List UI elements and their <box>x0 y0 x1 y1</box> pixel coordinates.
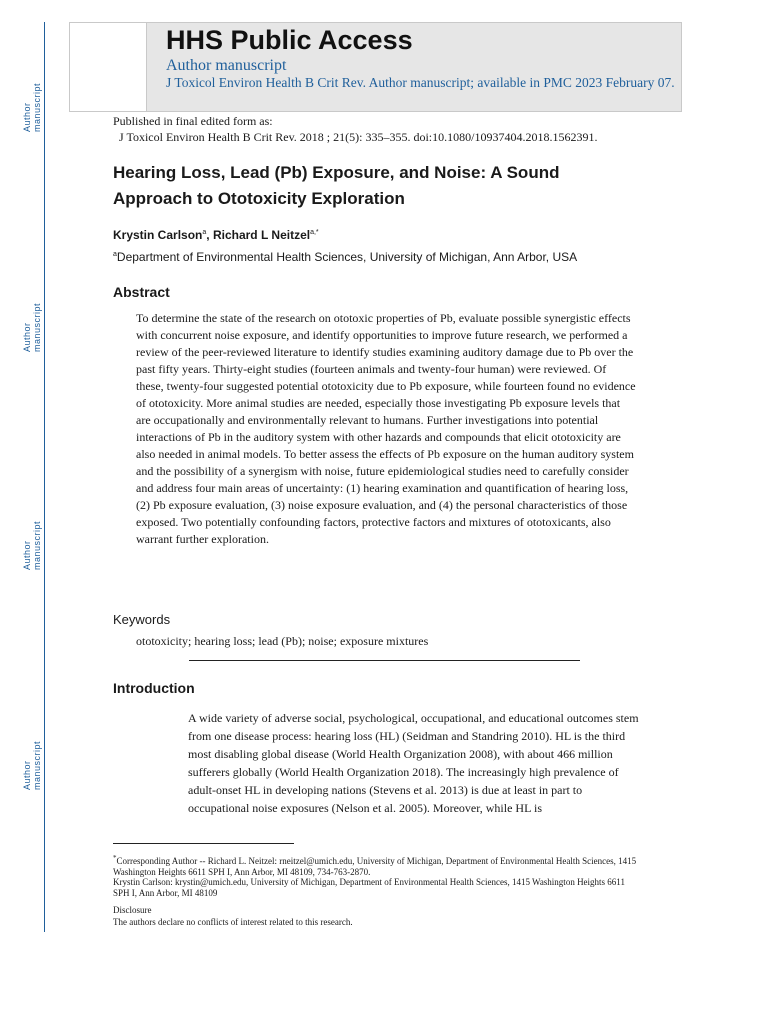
footnote-mark: * <box>113 854 117 862</box>
affiliation-mark: a <box>113 251 117 258</box>
journal-availability: J Toxicol Environ Health B Crit Rev. Author manuscript; available in PMC 2023 February 07. <box>166 75 675 90</box>
side-label: Author manuscript <box>22 82 42 132</box>
section-divider <box>189 660 580 661</box>
abstract-heading: Abstract <box>113 284 170 300</box>
side-label: Author manuscript <box>22 740 42 790</box>
hhs-header-box <box>69 22 682 112</box>
side-label: Author manuscript <box>22 302 42 352</box>
manuscript-type: Author manuscript <box>166 57 287 74</box>
author-affiliation-mark: a,* <box>310 229 319 236</box>
keywords-text: ototoxicity; hearing loss; lead (Pb); noise; exposure mixtures <box>136 634 429 648</box>
article-title: Hearing Loss, Lead (Pb) Exposure, and Noise: A Sound Approach to Ototoxicity Exploration <box>113 163 560 208</box>
footnote-carlson: Krystin Carlson: krystin@umich.edu, University of Michigan, Department of Environmental Health Sciences, 1415 Washington Heights 6611 SPH I, Ann Arbor, MI 48109 <box>113 877 625 898</box>
hhs-title: HHS Public Access <box>166 25 413 55</box>
side-label: Author manuscript <box>22 520 42 570</box>
introduction-text: A wide variety of adverse social, psychological, occupational, and educational outcomes stem from one disease process: hearing loss (HL) (Seidman and Standring 2010). HL is the third most disabling global disease (World Health Organization 2008), with about 466 million sufferers globally (World Health Organization 2018). The increasingly high prevalence of adult-onset HL in developing nations (Stevens et al. 2013) is due at least in part to occupational noise exposures (Nelson et al. 2005). Moreover, while HL is <box>188 711 639 815</box>
author-name[interactable]: Krystin Carlson <box>113 228 203 242</box>
affiliation <box>113 250 577 264</box>
introduction-heading: Introduction <box>113 680 195 696</box>
affiliation-text: Department of Environmental Health Sciences, University of Michigan, Ann Arbor, USA <box>116 250 578 264</box>
disclosure-label: Disclosure <box>113 905 152 915</box>
abstract-text: To determine the state of the research on ototoxic properties of Pb, evaluate possible synergistic effects with concurrent noise exposure, and identify opportunities to improve future research, we performed a review of the peer-reviewed literature to identify studies examining auditory damage due to Pb over the past fifty years. Thirty-eight studies (fourteen animals and twenty-four human) were reviewed. Of these, twenty-four suggested potential ototoxicity due to Pb exposure, while fourteen found no evidence of ototoxicity. More animal studies are needed, especially those investigating Pb exposure levels that are occupationally and environmentally relevant to humans. Further investigations into potential interactions of Pb in the auditory system with other hazards and compounds that elicit ototoxicity are also needed in animal models. To better assess the effects of Pb exposure on the human auditory system and the possibility of a synergism with noise, future epidemiological studies need to carefully consider and address four main areas of uncertainty: (1) hearing examination and quantification of hearing loss, (2) Pb exposure evaluation, (3) noise exposure evaluation, and (4) the personal characteristics of those exposed. Two potentially confounding factors, protective factors and mixtures of ototoxicants, also warrant further exploration. <box>136 311 636 546</box>
footnote-corresponding-text: Corresponding Author -- Richard L. Neitzel: rneitzel@umich.edu, University of Michigan, Department of Environmental Health Sciences, 1415 Washington Heights 6611 SPH I, Ann Arbor, MI 48109, 734-763-2870. <box>113 856 637 877</box>
keywords-heading: Keywords <box>113 612 171 627</box>
published-citation[interactable]: J Toxicol Environ Health B Crit Rev. 2018 ; 21(5): 335–355. doi:10.1080/10937404.2018.1562391. <box>119 130 598 144</box>
author-separator: , <box>206 228 213 242</box>
author-list <box>113 228 319 242</box>
margin-rule <box>44 22 45 932</box>
footnote-divider <box>113 843 294 844</box>
hhs-logo-area <box>70 23 147 111</box>
author-affiliation-mark: a <box>202 229 207 236</box>
disclosure-text: The authors declare no conflicts of interest related to this research. <box>113 917 353 927</box>
author-name[interactable]: Richard L Neitzel <box>212 228 311 242</box>
published-label: Published in final edited form as: <box>113 114 273 128</box>
footnote-corresponding <box>113 853 643 878</box>
